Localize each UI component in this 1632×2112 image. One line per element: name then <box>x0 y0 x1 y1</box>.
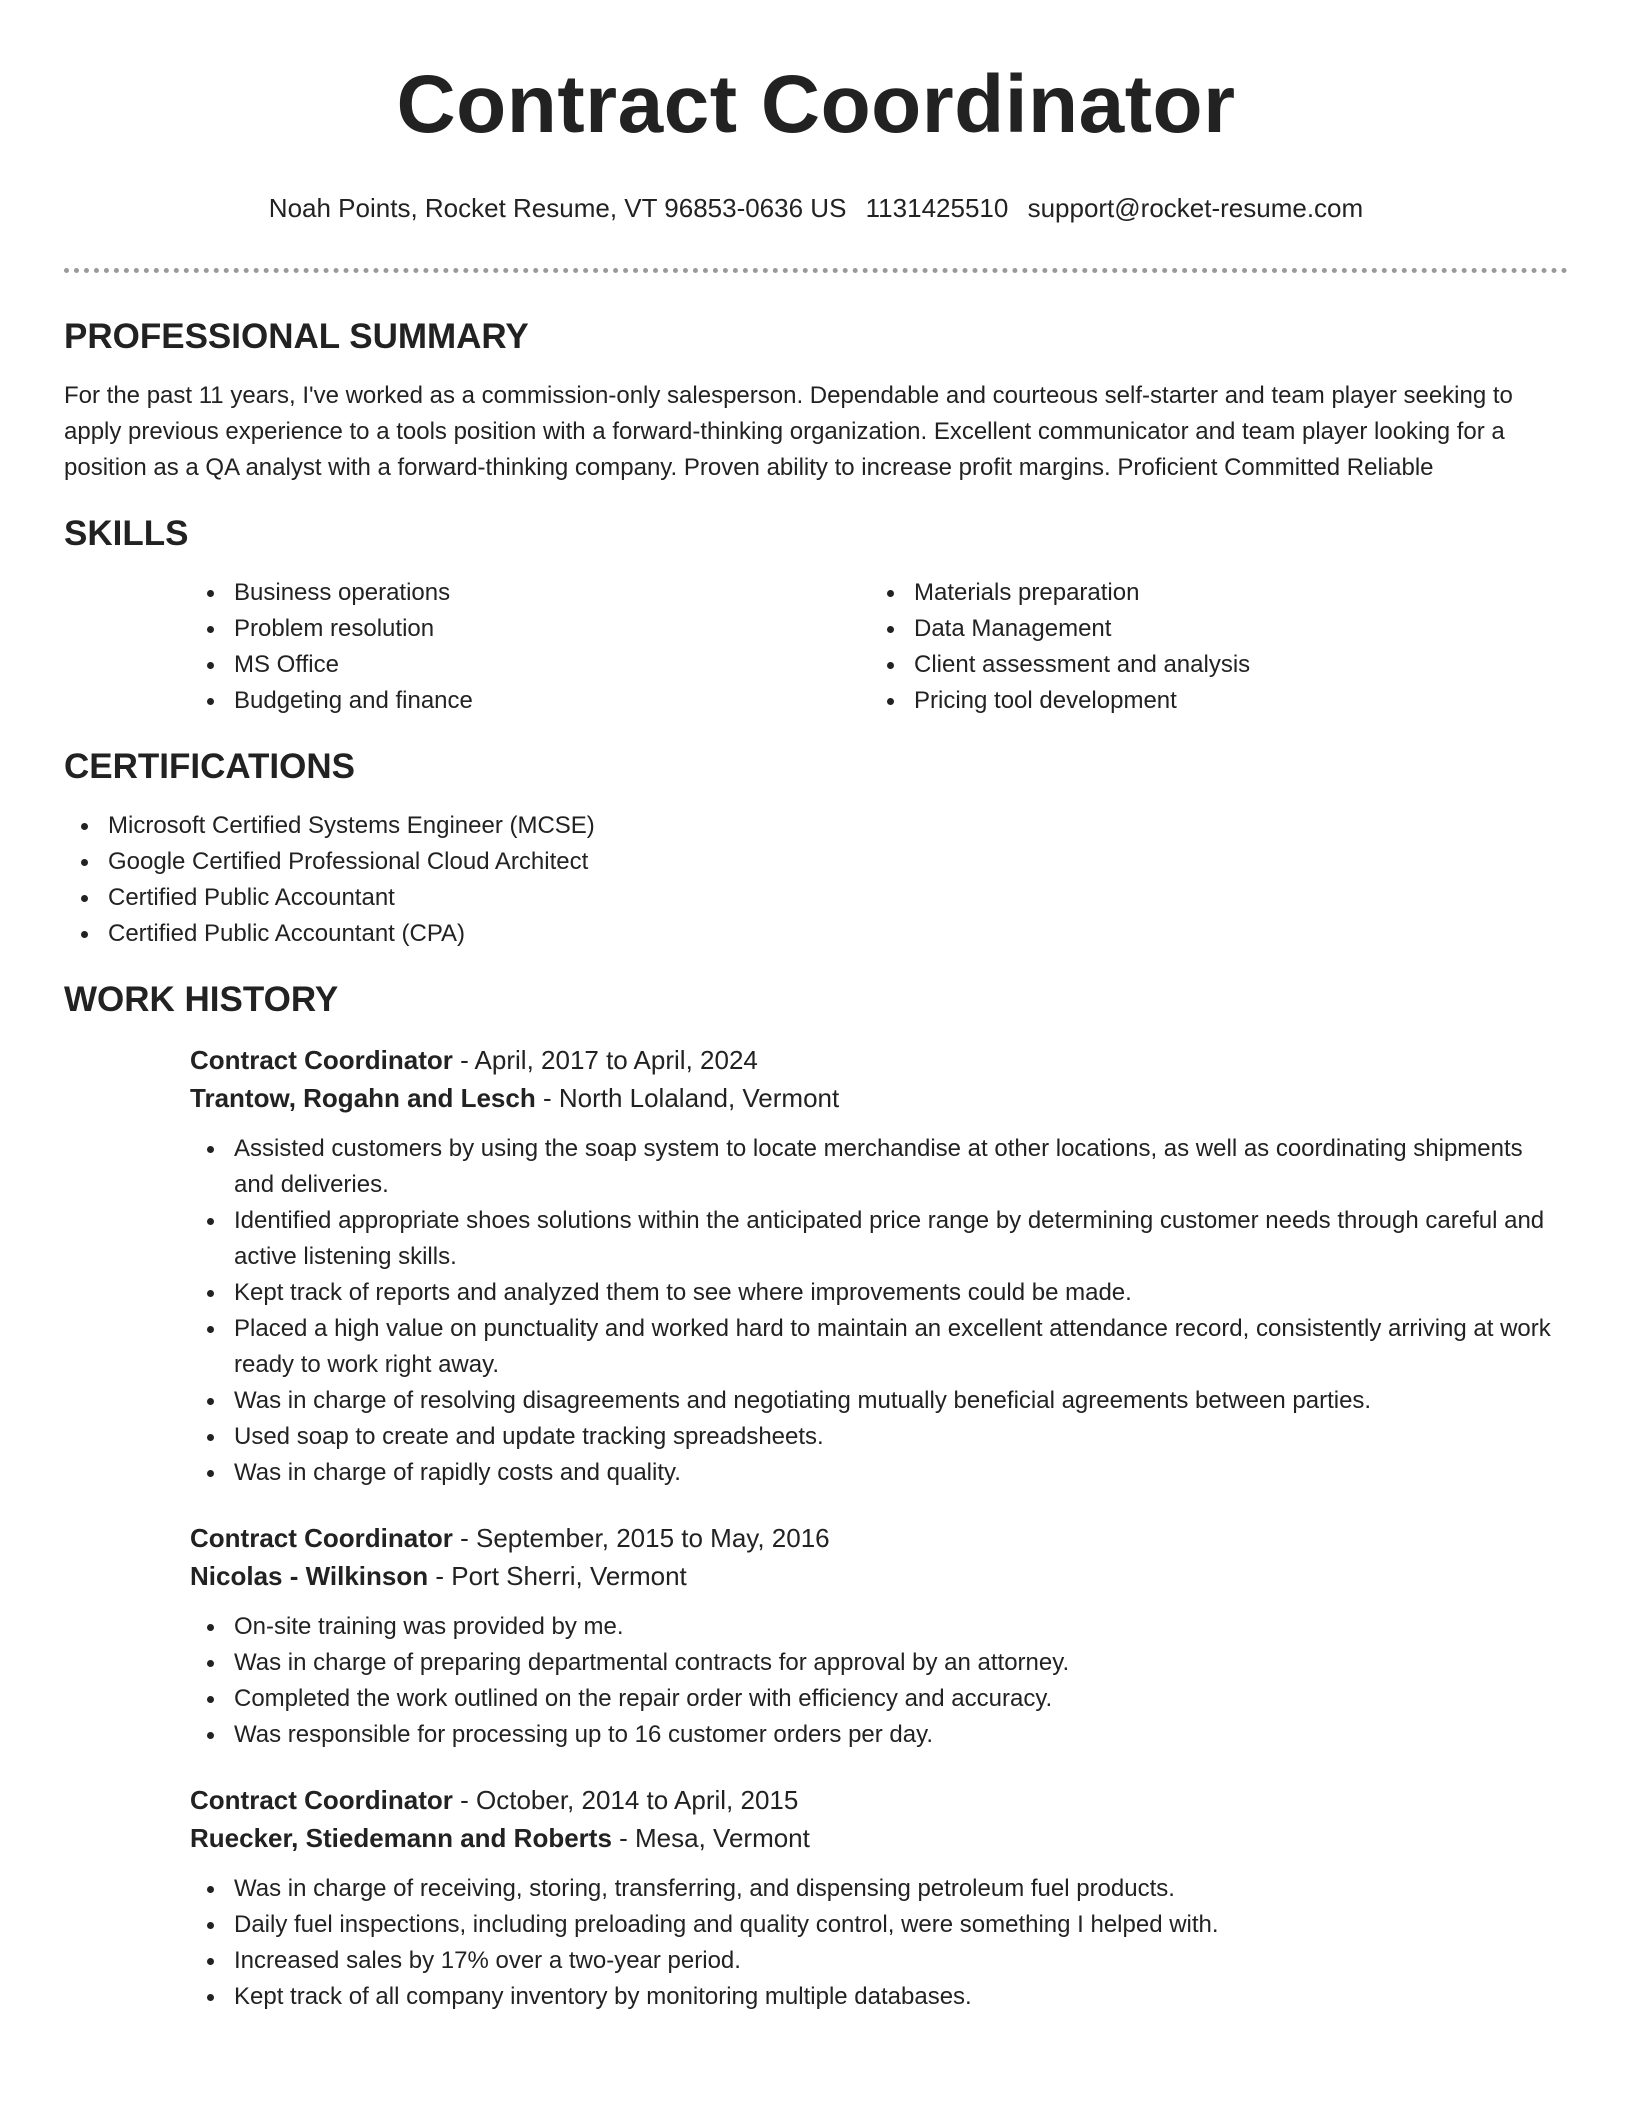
certifications-list <box>64 808 1568 952</box>
list-item: Was in charge of receiving, storing, transferring, and dispensing petroleum fuel products. <box>190 1871 1568 1907</box>
list-item: Materials preparation <box>870 575 1550 611</box>
contact-address: Noah Points, Rocket Resume, VT 96853-0636 US <box>268 193 847 223</box>
work-section <box>64 979 1568 2015</box>
list-item: Increased sales by 17% over a two-year period. <box>190 1943 1568 1979</box>
list-item: Kept track of reports and analyzed them to see where improvements could be made. <box>190 1275 1568 1311</box>
work-heading: WORK HISTORY <box>64 980 339 1019</box>
job-title-line <box>190 1041 1568 1079</box>
job-dates: - October, 2014 to April, 2015 <box>452 1785 799 1815</box>
job-location: - North Lolaland, Vermont <box>535 1083 840 1113</box>
skills-section <box>64 513 1568 719</box>
list-item: Was in charge of rapidly costs and quality. <box>190 1455 1568 1491</box>
contact-line <box>64 192 1568 224</box>
job-company: Nicolas - Wilkinson <box>190 1561 429 1591</box>
list-item: Business operations <box>190 575 870 611</box>
job-entry <box>190 1519 1568 1753</box>
contact-email[interactable]: support@rocket-resume.com <box>1027 193 1364 223</box>
job-bullets <box>190 1609 1568 1753</box>
list-item: Assisted customers by using the soap system to locate merchandise at other locations, as well as coordinating shipments and deliveries. <box>190 1131 1568 1203</box>
resume-page <box>64 0 1568 2015</box>
list-item: Placed a high value on punctuality and worked hard to maintain an excellent attendance record, consistently arriving at work ready to work right away. <box>190 1311 1568 1383</box>
list-item: Pricing tool development <box>870 683 1550 719</box>
list-item: Used soap to create and update tracking spreadsheets. <box>190 1419 1568 1455</box>
job-company-line <box>190 1079 1568 1117</box>
list-item: Daily fuel inspections, including preloading and quality control, were something I helped with. <box>190 1907 1568 1943</box>
certifications-section <box>64 746 1568 952</box>
job-title: Contract Coordinator <box>190 1523 453 1553</box>
list-item: Was in charge of resolving disagreements and negotiating mutually beneficial agreements between parties. <box>190 1383 1568 1419</box>
header-divider <box>64 268 1568 273</box>
list-item: MS Office <box>190 647 870 683</box>
job-dates: - September, 2015 to May, 2016 <box>452 1523 830 1553</box>
job-company: Ruecker, Stiedemann and Roberts <box>190 1823 612 1853</box>
job-company-line <box>190 1819 1568 1857</box>
list-item: Data Management <box>870 611 1550 647</box>
list-item: Microsoft Certified Systems Engineer (MCSE) <box>64 808 1568 844</box>
job-title: Contract Coordinator <box>190 1785 453 1815</box>
summary-section <box>64 316 1568 486</box>
skills-list-left <box>190 575 870 719</box>
job-company-line <box>190 1557 1568 1595</box>
job-entry <box>190 1781 1568 2015</box>
list-item: On-site training was provided by me. <box>190 1609 1568 1645</box>
job-bullets <box>190 1871 1568 2015</box>
skills-grid <box>190 575 1568 719</box>
job-location: - Mesa, Vermont <box>611 1823 810 1853</box>
list-item: Was responsible for processing up to 16 customer orders per day. <box>190 1717 1568 1753</box>
list-item: Budgeting and finance <box>190 683 870 719</box>
resume-title: Contract Coordinator <box>396 59 1236 150</box>
list-item: Certified Public Accountant <box>64 880 1568 916</box>
list-item: Identified appropriate shoes solutions within the anticipated price range by determining customer needs through careful and active listening skills. <box>190 1203 1568 1275</box>
list-item: Google Certified Professional Cloud Architect <box>64 844 1568 880</box>
job-dates: - April, 2017 to April, 2024 <box>452 1045 758 1075</box>
skills-heading: SKILLS <box>64 514 189 553</box>
list-item: Client assessment and analysis <box>870 647 1550 683</box>
job-company: Trantow, Rogahn and Lesch <box>190 1083 536 1113</box>
contact-phone: 1131425510 <box>865 193 1009 223</box>
job-title: Contract Coordinator <box>190 1045 453 1075</box>
list-item: Kept track of all company inventory by monitoring multiple databases. <box>190 1979 1568 2015</box>
skills-list-right <box>870 575 1550 719</box>
summary-text: For the past 11 years, I've worked as a commission-only salesperson. Dependable and courteous self-starter and team player seeking to apply previous experience to a tools position with a forward-thinking organization. Excellent communicator and team player looking for a position as a QA analyst with a forward-thinking company. Proven ability to increase profit margins. Proficient Committed Reliable <box>64 382 1513 481</box>
job-bullets <box>190 1131 1568 1491</box>
job-entry <box>190 1041 1568 1491</box>
list-item: Certified Public Accountant (CPA) <box>64 916 1568 952</box>
job-title-line <box>190 1519 1568 1557</box>
summary-heading: PROFESSIONAL SUMMARY <box>64 317 529 356</box>
list-item: Problem resolution <box>190 611 870 647</box>
list-item: Completed the work outlined on the repair order with efficiency and accuracy. <box>190 1681 1568 1717</box>
job-title-line <box>190 1781 1568 1819</box>
certifications-heading: CERTIFICATIONS <box>64 747 356 786</box>
job-location: - Port Sherri, Vermont <box>428 1561 687 1591</box>
list-item: Was in charge of preparing departmental contracts for approval by an attorney. <box>190 1645 1568 1681</box>
